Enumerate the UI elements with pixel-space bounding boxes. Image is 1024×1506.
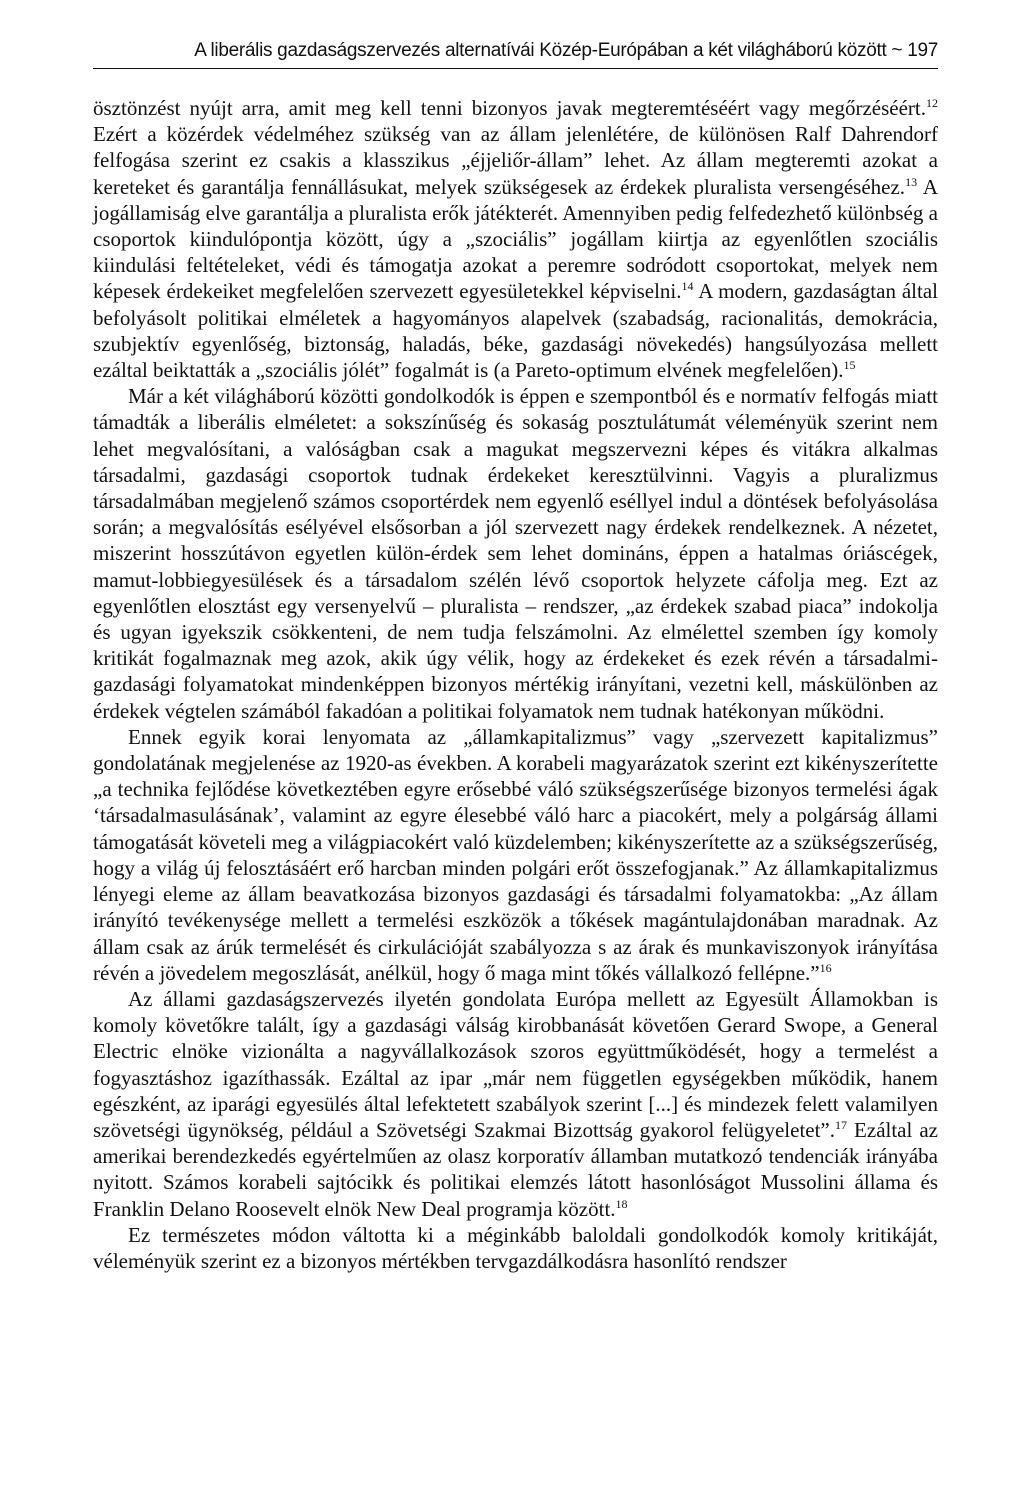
footnote-ref: 13 — [905, 174, 918, 189]
text-run: ösztönzést nyújt arra, amit meg kell tenni bizonyos javak megteremtéséért vagy megőrzéséért. — [93, 96, 926, 120]
text-run: Ennek egyik korai lenyomata az „államkapitalizmus” vagy „szervezett kapitalizmus” gondolatának megjelenése az 1920-as években. A korabeli magyarázatok szerint ezt kikényszerítette „a technika fejlődése következtében egyre erősebbé váló szükségszerűsége bizonyos termelési ágak ‘társadalmasulásának’, valamint az egyre élesebbé váló harc a piacokért, mely a polgárság állami támogatását követeli meg a világpiacokért való küzdelemben; kikényszerítette az a szükségszerűség, hogy a világ új felosztásáért erő harcban minden polgári erőt összefogjanak.” Az államkapitalizmus lényegi eleme az állam beavatkozása bizonyos gazdasági és társadalmi folyamatokba: „Az állam irányító tevékenysége mellett a termelési eszközök a tőkések magántulajdonában maradnak. Az állam csak az árúk termelését és cirkulációját szabályozza s az árak és munkaviszonyok irányítása révén a jövedelem megoszlását, anélkül, hogy ő maga mint tőkés vállalkozó fellépne.” — [93, 724, 938, 985]
text-run: Már a két világháború közötti gondolkodók is éppen e szempontból és e normatív felfogás miatt támadták a liberális elméletet: a sokszínűség és sokaság posztulátumát véleményük szerint nem lehet megvalósítani, a valóságban csak a magukat megszervezni képes és vitákra alkalmas társadalmi, gazdasági csoportok tudnak érdekeket keresztülvinni. Vagyis a pluralizmus társadalmában megjelenő számos csoportérdek nem egyenlő eséllyel indul a döntések befolyásolása során; a megvalósítás esélyével elsősorban a jól szervezett nagy érdekek rendelkeznek. A nézetet, miszerint hosszútávon egyetlen külön-érdek sem lehet domináns, éppen a hatalmas óriáscégek, mamut-lobbiegyesülések és a társadalom szélén lévő csoportok helyzete cáfolja meg. Ezt az egyenlőtlen elosztást egy versenyelvű – pluralista – rendszer, „az érdekek szabad piaca” indokolja és ugyan igyekszik csökkenteni, de nem tudja felszámolni. Az elmélettel szemben így komoly kritikát fogalmaznak meg azok, akik úgy vélik, hogy az érdekeket és ezek révén a társadalmi-gazdasági folyamatokat mindenképpen bizonyos mértékig irányítani, vezetni kell, máskülönben az érdekek végtelen számából fakadóan a politikai folyamatok nem tudnak hatékonyan működni. — [93, 384, 938, 723]
text-run: Ez természetes módon váltotta ki a méginkább baloldali gondolkodók komoly kritikáját, véleményük szerint ez a bizonyos mértékben tervgazdálkodásra hasonlító rendszer — [93, 1222, 938, 1273]
paragraph — [93, 95, 938, 383]
text-run: Ezáltal az amerikai berendezkedés egyértelműen az olasz korporatív államban mutatkozó tendenciák irányába nyitott. Számos korabeli sajtócikk és politikai elemzés látott hasonlóságot Mussolini állama és Franklin Delano Roosevelt elnök New Deal programja között. — [93, 1117, 939, 1221]
footnote-ref: 14 — [681, 279, 694, 294]
running-header — [93, 38, 938, 69]
text-run: A jogállamiság elve garantálja a pluralista erők játékterét. Amennyiben pedig felfedezhető különbség a csoportok kiindulópontja között, úgy a „szociális” jogállam kiirtja az egyenlőtlen szociális kiindulási feltételeket, védi és támogatja azokat a peremre sodródott csoportokat, melyek nem képesek érdekeiket megfelelően szervezett egyesületekkel képviselni. — [93, 174, 938, 304]
paragraph — [93, 986, 938, 1222]
footnote-ref: 18 — [615, 1196, 628, 1211]
paragraph — [93, 383, 938, 724]
footnote-ref: 16 — [819, 960, 832, 975]
text-run: Ezért a közérdek védelméhez szükség van az állam jelenlétére, de különösen Ralf Dahrendorf felfogása szerint ez csakis a klasszikus „éjjeliőr-állam” lehet. Az állam megteremti azokat a kereteket és garantálja fennállásukat, melyek szükségesek az érdekek pluralista versengéséhez. — [93, 122, 938, 199]
text-run: Az állami gazdaságszervezés ilyetén gondolata Európa mellett az Egyesült Államokban is komoly követőkre talált, így a gazdasági válság kirobbanását követően Gerard Swope, a General Electric elnöke vizionálta a nagyvállalkozások szoros együttműködését, hogy a termelést a fogyasztáshoz igazíthassák. Ezáltal az ipar „már nem független egységekben működik, hanem egészként, az iparági egyesülés által lefektetett szabályok szerint [...] és mindezek felett valamilyen szövetségi ügynökség, például a Szövetségi Szakmai Bizottság gyakorol felügyeletet”. — [93, 986, 938, 1142]
footnote-ref: 15 — [843, 358, 856, 373]
text-run: A modern, gazdaságtan által befolyásolt politikai elméletek a hagyományos alapelvek (szabadság, racionalitás, demokrácia, szubjektív egyenlőség, biztonság, haladás, béke, gazdasági növekedés) hangsúlyozása mellett ezáltal beiktatták a „szociális jólét” fogalmát is (a Pareto-optimum elvének megfelelően). — [93, 279, 938, 383]
footnote-ref: 17 — [835, 1117, 848, 1132]
paragraph — [93, 724, 938, 986]
paragraph — [93, 1222, 938, 1274]
running-title: A liberális gazdaságszervezés alternatívái Közép-Európában a két világháború között ~ 197 — [194, 40, 938, 61]
page-body — [93, 95, 938, 1274]
footnote-ref: 12 — [926, 96, 938, 110]
